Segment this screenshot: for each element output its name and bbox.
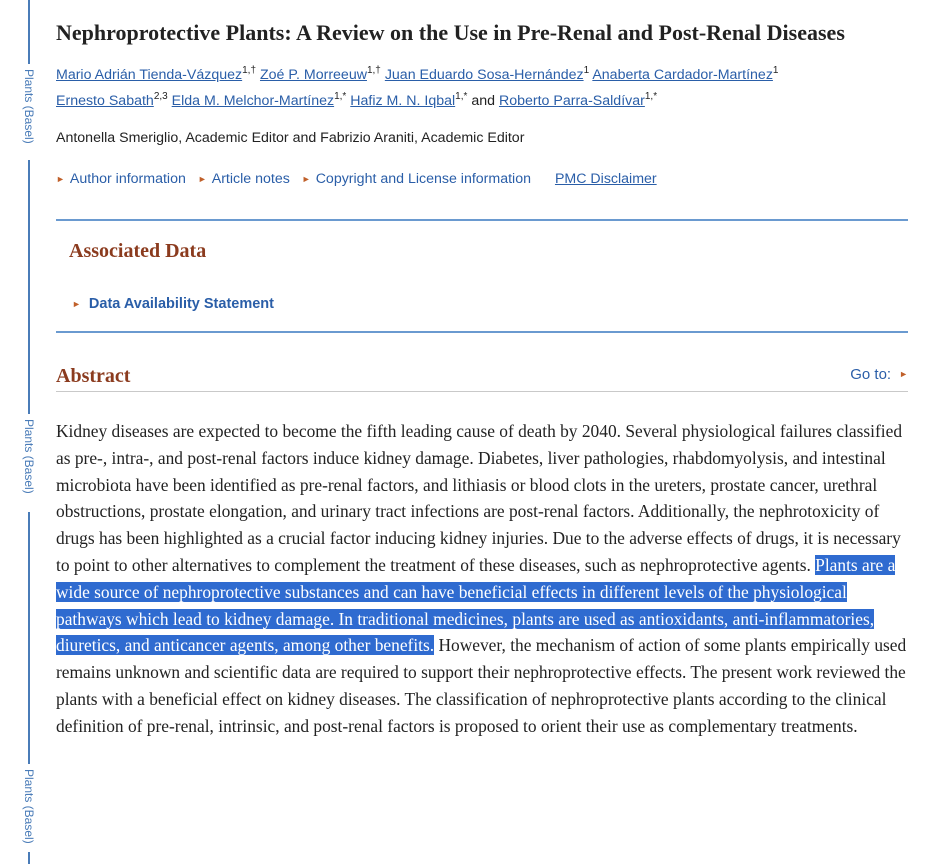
journal-rail bbox=[0, 0, 44, 864]
data-availability-toggle[interactable] bbox=[72, 296, 274, 312]
data-availability-label: Data Availability Statement bbox=[88, 296, 274, 312]
author-link[interactable]: Elda M. Melchor-Martínez bbox=[171, 93, 335, 109]
abstract-divider bbox=[56, 391, 908, 392]
author-information-link[interactable]: Author information bbox=[69, 171, 186, 187]
triangle-right-icon: ► bbox=[56, 174, 65, 184]
author-affiliation: 1 bbox=[772, 65, 779, 76]
author-link[interactable]: Mario Adrián Tienda-Vázquez bbox=[56, 67, 243, 83]
go-to-label: Go to: bbox=[850, 366, 892, 383]
rail-line bbox=[28, 0, 30, 64]
copyright-license-link[interactable]: Copyright and License information bbox=[315, 171, 531, 187]
associated-data-heading: Associated Data bbox=[69, 240, 207, 262]
pmc-disclaimer-link[interactable]: PMC Disclaimer bbox=[554, 171, 657, 187]
abstract-text bbox=[56, 418, 914, 740]
article-info-links bbox=[56, 171, 657, 187]
author-affiliation: 1,† bbox=[242, 65, 257, 76]
triangle-right-icon: ► bbox=[899, 369, 908, 379]
article-notes-link[interactable]: Article notes bbox=[211, 171, 290, 187]
triangle-right-icon: ► bbox=[197, 174, 207, 184]
abstract-text-before: Kidney diseases are expected to become the fifth leading cause of death by 2040. Several physiological failures classified as pre-, intra-, and post-renal factors induce kidney damage. Diabetes, liver pathologies, rhabdomyolysis, and intestinal microbiota have been identified as pre-renal factors, and lithiasis or blood clots in the ureters, prostate cancer, urethral obstructions, prostate elongation, and urinary tract infections are post-renal factors. Additionally, the nephrotoxicity of drugs has been highlighted as a crucial factor inducing kidney injuries. Due to the adverse effects of drugs, it is necessary to point to other alternatives to complement the treatment of these diseases, such as nephroprotective agents. bbox=[56, 421, 903, 575]
author-link[interactable]: Anaberta Cardador-Martínez bbox=[592, 67, 773, 83]
triangle-right-icon: ► bbox=[72, 299, 81, 309]
rail-label[interactable]: Plants (Basel) bbox=[22, 416, 36, 497]
abstract-heading: Abstract bbox=[56, 365, 131, 387]
section-divider bbox=[56, 219, 908, 221]
go-to-menu[interactable] bbox=[850, 366, 908, 383]
author-link[interactable]: Ernesto Sabath bbox=[56, 93, 154, 109]
author-affiliation: 2,3 bbox=[153, 91, 168, 102]
abstract-text-after: However, the mechanism of action of some plants empirically used remains unknown and scientific data are required to support their nephroprotective effects. The present work reviewed the plants with a beneficial effect on kidney diseases. The classification of nephroprotective plants according to the clinical definition of pre-renal, intrinsic, and post-renal factors is proposed to orient their use as complementary treatments. bbox=[56, 635, 907, 736]
rail-line bbox=[28, 852, 30, 864]
and-word: and bbox=[471, 93, 496, 109]
selected-text[interactable]: Plants are a wide source of nephroprotective substances and can have beneficial effects in different levels of the physiological pathways which lead to kidney damage. In traditional medicines, plants are used as antioxidants, anti-inflammatories, diuretics, and anticancer agents, among other benefits. bbox=[56, 554, 896, 656]
author-link[interactable]: Hafiz M. N. Iqbal bbox=[350, 93, 456, 109]
rail-line bbox=[28, 512, 30, 764]
rail-label[interactable]: Plants (Basel) bbox=[22, 766, 36, 847]
author-affiliation: 1,† bbox=[366, 65, 381, 76]
author-affiliation: 1,* bbox=[455, 91, 468, 102]
author-link[interactable]: Juan Eduardo Sosa-Hernández bbox=[384, 67, 584, 83]
author-affiliation: 1,* bbox=[644, 91, 658, 102]
rail-label[interactable]: Plants (Basel) bbox=[22, 66, 36, 147]
author-link[interactable]: Roberto Parra-Saldívar bbox=[498, 93, 645, 109]
section-divider bbox=[56, 331, 908, 333]
author-link[interactable]: Zoé P. Morreeuw bbox=[259, 67, 367, 83]
author-affiliation: 1 bbox=[583, 65, 590, 76]
article-title: Nephroprotective Plants: A Review on the Use in Pre-Renal and Post-Renal Diseases bbox=[56, 20, 845, 45]
academic-editors: Antonella Smeriglio, Academic Editor and Fabrizio Araniti, Academic Editor bbox=[56, 130, 525, 146]
author-affiliation: 1,* bbox=[334, 91, 347, 102]
author-list bbox=[56, 62, 916, 114]
rail-line bbox=[28, 160, 30, 414]
triangle-right-icon: ► bbox=[301, 174, 311, 184]
